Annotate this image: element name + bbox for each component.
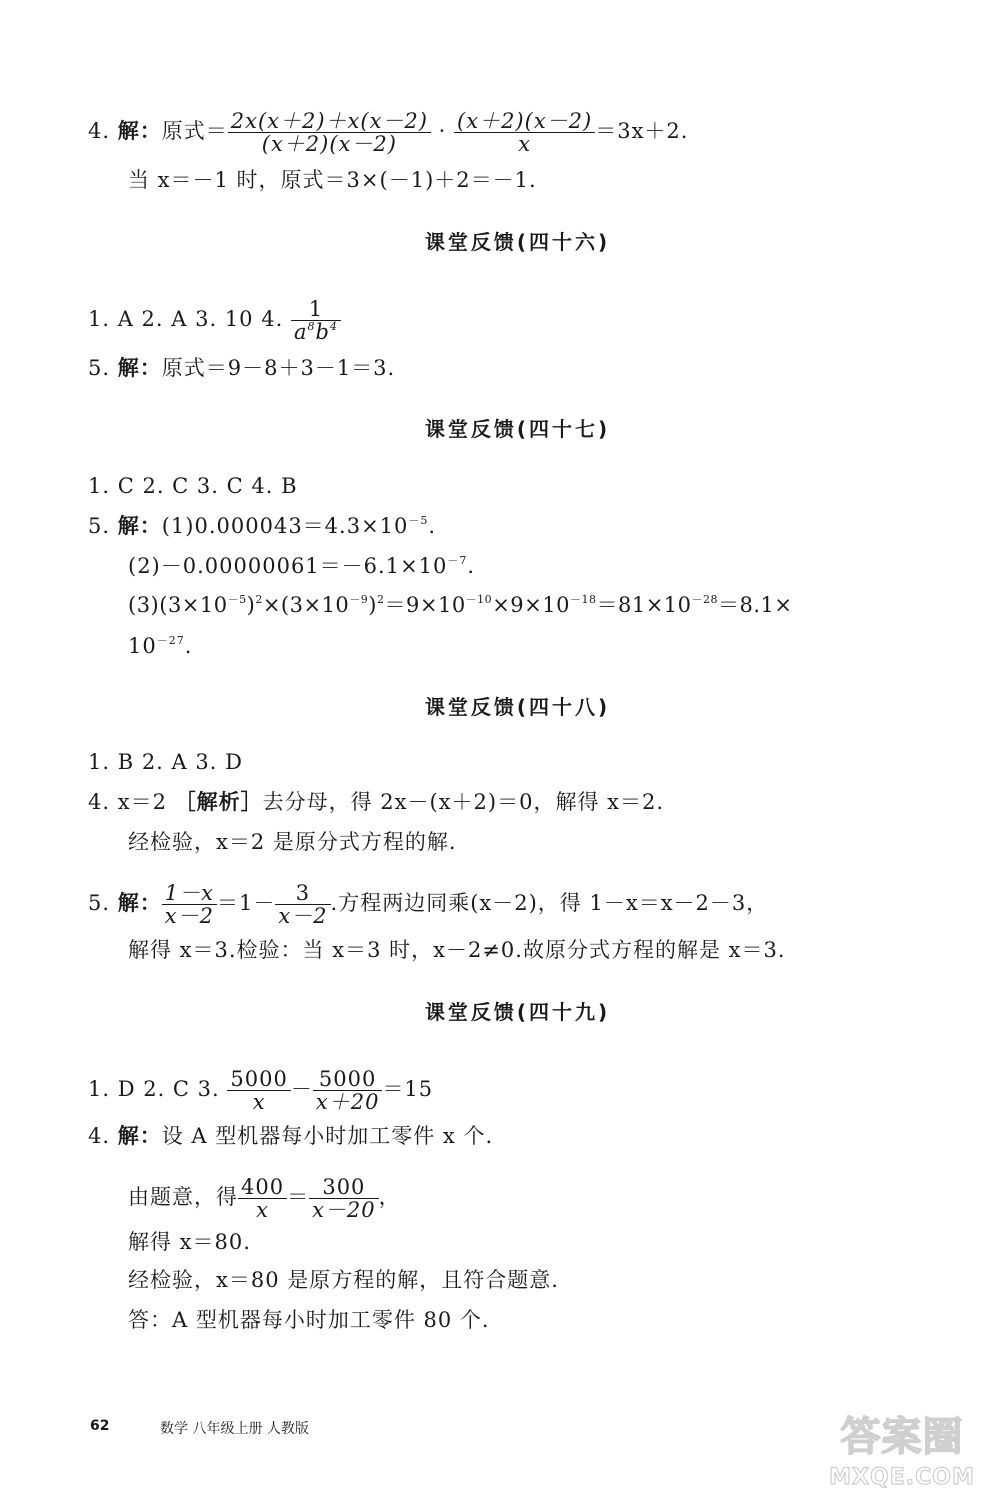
section-title-49: 课堂反馈(四十九) [424, 1000, 611, 1024]
dot-operator: · [438, 119, 447, 143]
fraction: $\frac{300}{x-20}$ [309, 1176, 379, 1221]
watermark-logo [812, 1400, 992, 1495]
fraction: $\frac{400}{x}$ [238, 1176, 287, 1221]
question-number: 5. [88, 356, 111, 380]
s45-q4-line2: 当 x＝－1 时，原式＝3×(－1)＋2＝－1. [128, 168, 537, 192]
s49-q4-line4: 经检验，x＝80 是原方程的解，且符合题意. [128, 1268, 559, 1292]
answer-list: 1. D 2. C 3. [88, 1077, 220, 1101]
s48-q5-line1: 5. 解： $\frac{1-x}{x-2}$ ＝1－ $\frac{3}{x-2}$ .方程两边同乘(x－2)，得 1－x＝x－2－3， [88, 881, 769, 928]
section-title-47: 课堂反馈(四十七) [424, 417, 611, 441]
s49-q4-line2: 由题意，得 $\frac{400}{x}$ ＝ $\frac{300}{x-20}$ ， [128, 1175, 401, 1222]
s49-q4-line5: 答：A 型机器每小时加工零件 80 个. [128, 1308, 490, 1332]
watermark-text: 答案圈 [840, 1414, 964, 1460]
expr-text: 原式＝9－8＋3－1＝3. [161, 356, 396, 380]
fraction: $\frac{5000}{x+20}$ [313, 1068, 383, 1113]
page-number: 62 [90, 1418, 110, 1434]
expr-text: 原式＝ [161, 119, 228, 143]
s47-q5-line4: $10^{-27}$. [128, 634, 193, 658]
analysis-tag: ［解析］ [174, 790, 263, 814]
s47-q5-line2: $(2)-0.00000061=-6.1\times 10^{-7}$. [128, 554, 476, 578]
fraction: $\frac{3}{x-2}$ [275, 882, 330, 927]
solution-label: 解： [117, 119, 162, 143]
solution-label: 解： [117, 1124, 162, 1148]
s49-q4-line1: 4. 解：设 A 型机器每小时加工零件 x 个. [88, 1124, 494, 1148]
s47-answers: 1. C 2. C 3. C 4. B [88, 474, 298, 498]
s48-q4-line2: 经检验，x＝2 是原分式方程的解. [128, 830, 457, 854]
fraction: $\frac{(x+2)(x-2)}{x}$ [454, 110, 595, 155]
answer-list: 1. A 2. A 3. 10 4. [88, 307, 284, 331]
expr-text: ＝3x＋2. [595, 119, 689, 143]
question-number: 4. [88, 790, 111, 814]
fraction: $\frac{5000}{x}$ [227, 1068, 290, 1113]
s48-q4-line1: 4. x＝2 ［解析］去分母，得 2x－(x＋2)＝0，解得 x＝2. [88, 790, 665, 814]
section-title-46: 课堂反馈(四十六) [424, 230, 611, 254]
solution-label: 解： [117, 356, 162, 380]
solution-label: 解： [117, 514, 162, 538]
s48-answers: 1. B 2. A 3. D [88, 750, 243, 774]
s48-q5-line2: 解得 x＝3.检验：当 x＝3 时，x－2≠0.故原分式方程的解是 x＝3. [128, 938, 786, 962]
s46-q5 [88, 354, 395, 382]
fraction: $\frac{1-x}{x-2}$ [162, 882, 217, 927]
solution-label: 解： [117, 891, 162, 915]
question-number: 5. [88, 891, 111, 915]
watermark-url: MXQE.COM [829, 1465, 975, 1490]
question-number: 4. [88, 1124, 111, 1148]
s47-q5-line1: 5. 解：$(1)0.000043=4.3\times 10^{-5}$. [88, 514, 437, 538]
fraction: $\frac{2x(x+2)+x(x-2)}{(x+2)(x-2)}$ [228, 110, 431, 155]
s49-answers: 1. D 2. C 3. $\frac{5000}{x}$ － $\frac{5000}{x+20}$ ＝15 [88, 1067, 434, 1114]
question-number: 4. [88, 119, 111, 143]
watermark-icon [812, 1400, 992, 1495]
fraction: $\frac{1}{a^8b^4}$ [291, 298, 341, 343]
s47-q5-line3: $(3)(3\times 10^{-5})^2\times(3\times 10^{-9})^2=9\times 10^{-10}\times 9\times 10^{-18}=81\times 10^{-28}=8.1\times$ [128, 593, 793, 617]
s45-q4-line1 [88, 110, 688, 155]
s49-q4-line3: 解得 x＝80. [128, 1230, 251, 1254]
question-number: 5. [88, 514, 111, 538]
section-title-48: 课堂反馈(四十八) [424, 695, 611, 719]
book-info: 数学 八年级上册 人教版 [160, 1421, 309, 1437]
s46-answers [88, 298, 341, 343]
